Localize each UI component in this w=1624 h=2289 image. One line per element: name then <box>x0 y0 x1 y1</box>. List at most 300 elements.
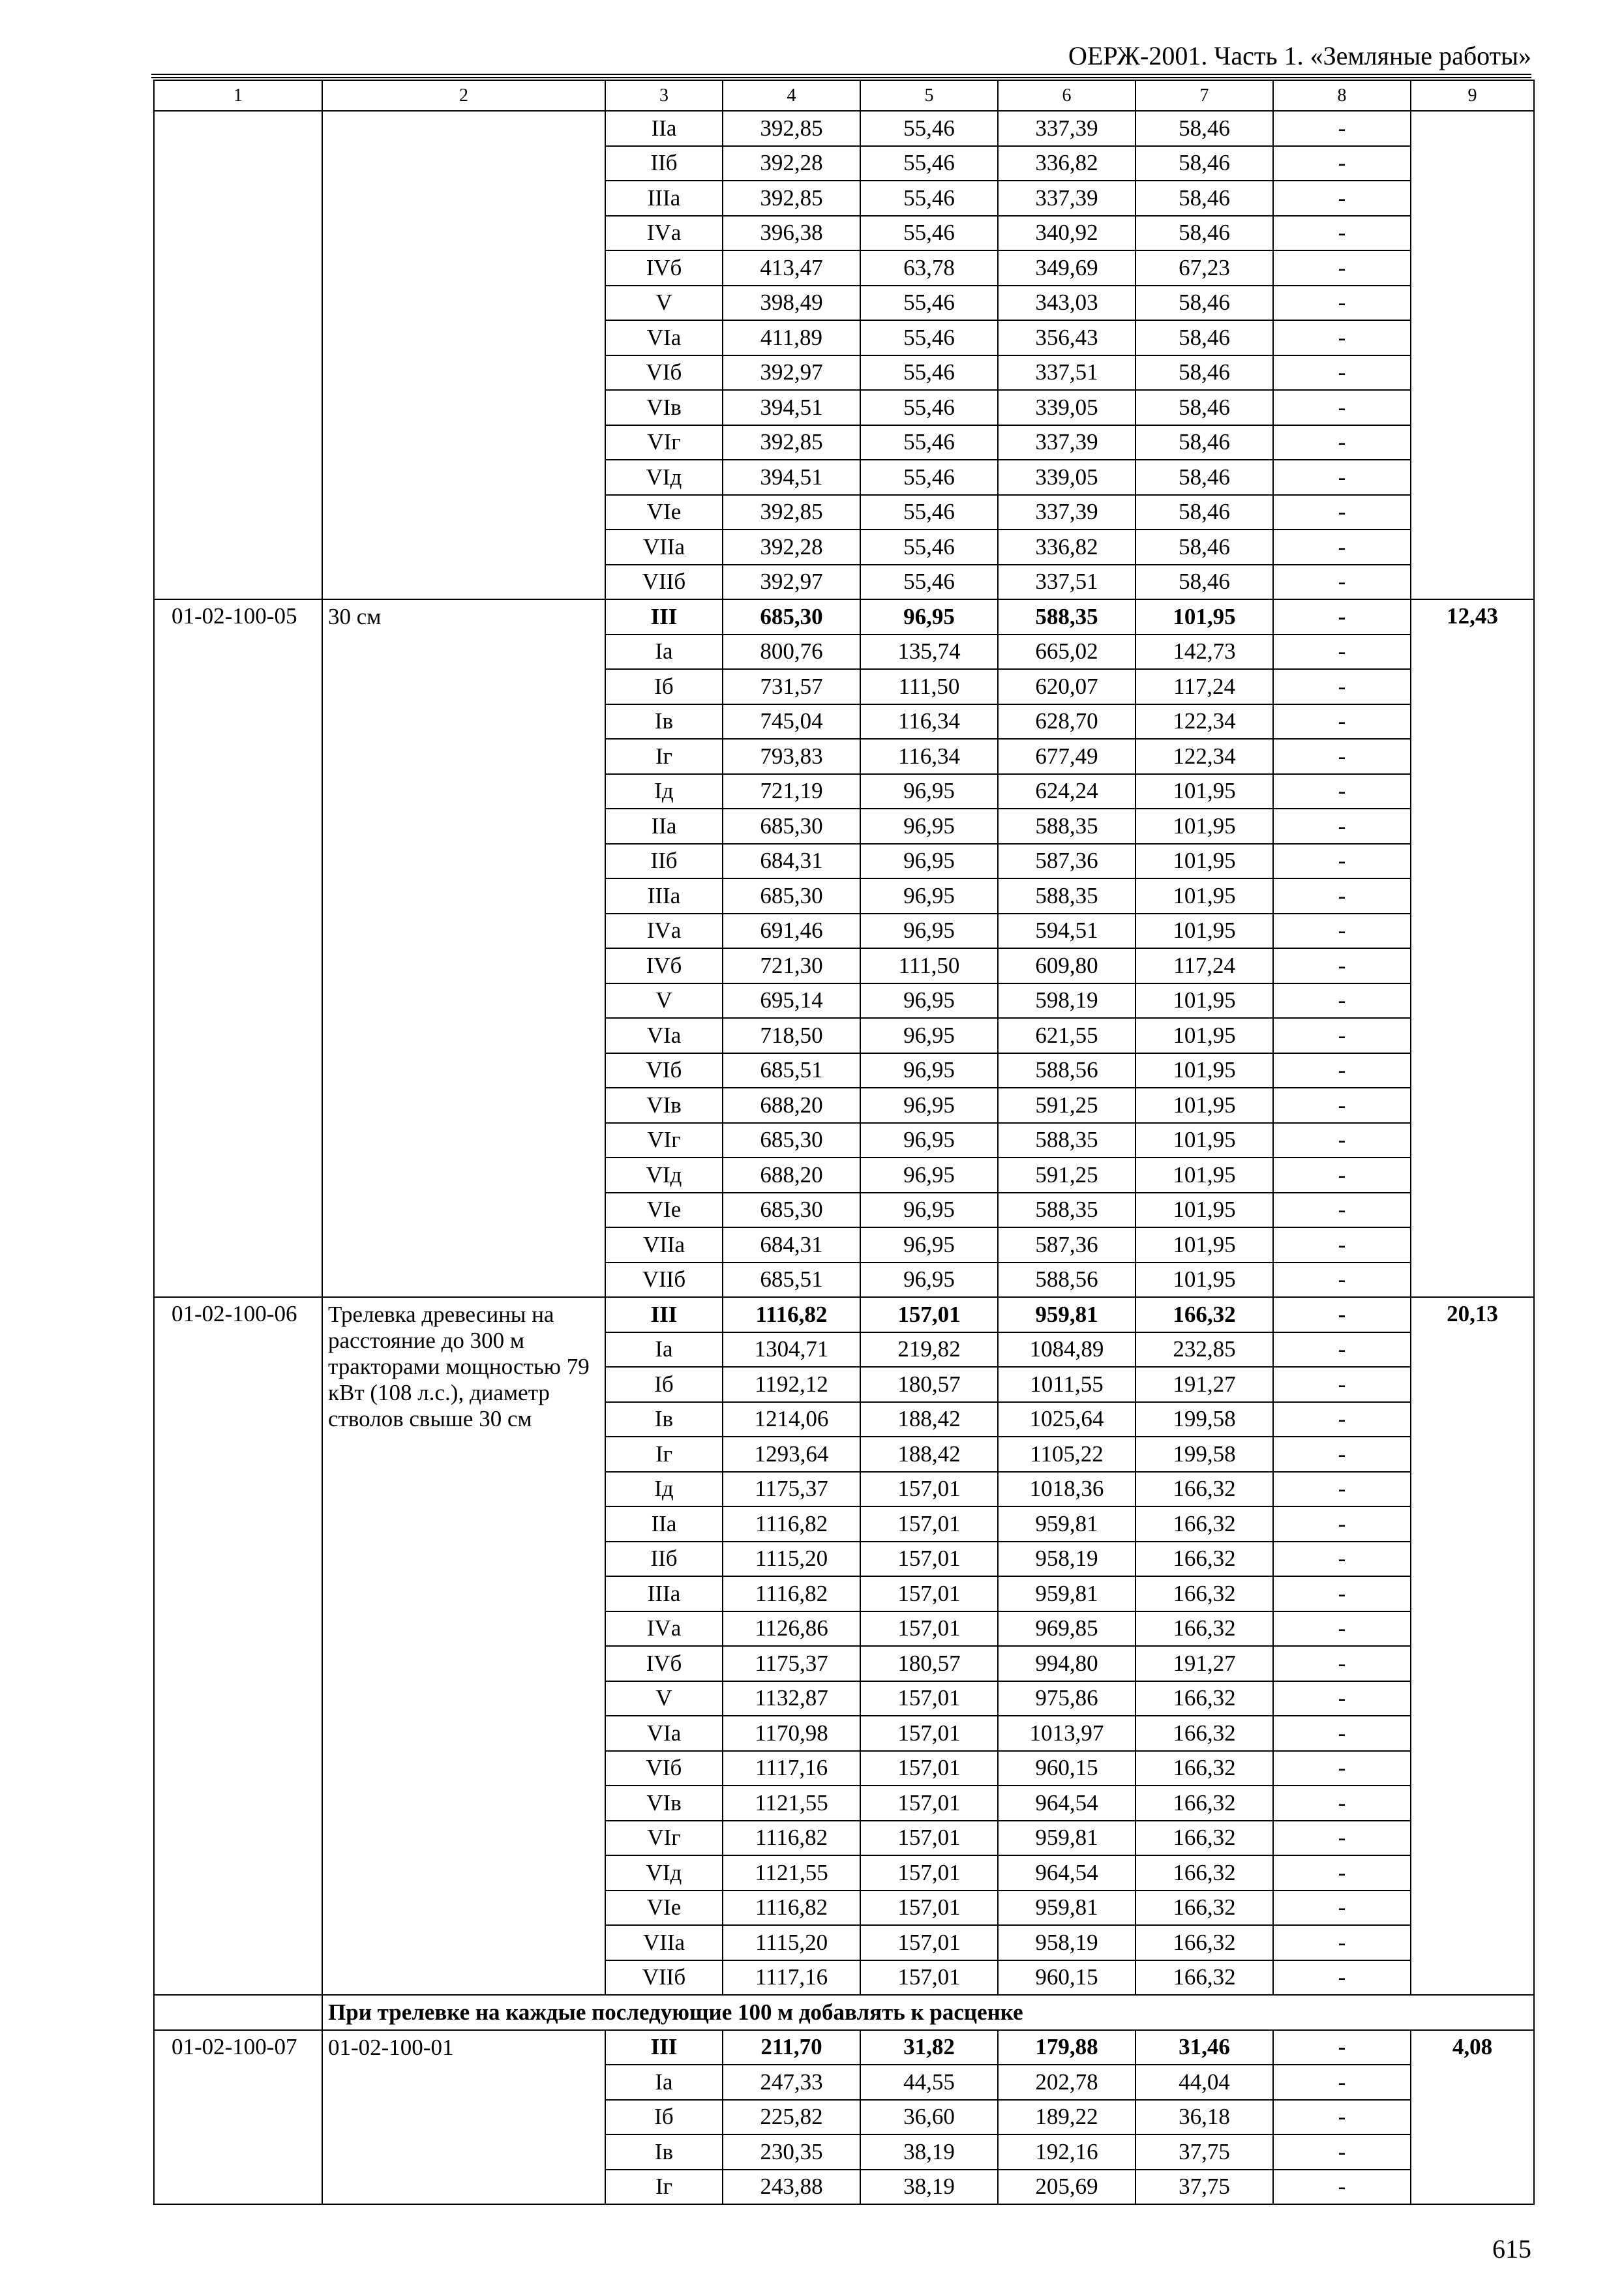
rate-code: 01-02-100-05 <box>154 599 322 1297</box>
machine-cost: 591,25 <box>998 1158 1135 1193</box>
total-cost: 1121,55 <box>723 1786 860 1821</box>
zone-code: III <box>605 1297 723 1332</box>
machinist-wage: 37,75 <box>1135 2134 1273 2170</box>
materials-cost: - <box>1273 1123 1411 1158</box>
materials-cost: - <box>1273 2134 1411 2170</box>
machine-cost: 964,54 <box>998 1786 1135 1821</box>
zone-code: IIб <box>605 844 723 879</box>
machine-cost: 959,81 <box>998 1297 1135 1332</box>
wage-cost: 157,01 <box>860 1611 998 1647</box>
wage-cost: 55,46 <box>860 460 998 495</box>
wage-cost: 55,46 <box>860 181 998 216</box>
note-text: При трелевке на каждые последующие 100 м добавлять к расценке <box>322 1995 1534 2030</box>
machinist-wage: 101,95 <box>1135 1158 1273 1193</box>
total-cost: 413,47 <box>723 250 860 286</box>
machine-cost: 337,39 <box>998 425 1135 460</box>
materials-cost: - <box>1273 390 1411 425</box>
materials-cost: - <box>1273 146 1411 181</box>
machinist-wage: 166,32 <box>1135 1472 1273 1507</box>
zone-code: VIд <box>605 1158 723 1193</box>
materials-cost: - <box>1273 739 1411 774</box>
zone-code: III <box>605 599 723 635</box>
total-cost: 721,30 <box>723 948 860 983</box>
machine-cost: 179,88 <box>998 2030 1135 2065</box>
wage-cost: 55,46 <box>860 111 998 146</box>
zone-code: Iб <box>605 1367 723 1402</box>
zone-code: Iб <box>605 2100 723 2135</box>
zone-code: Iб <box>605 669 723 704</box>
machinist-wage: 58,46 <box>1135 530 1273 565</box>
wage-cost: 96,95 <box>860 1193 998 1228</box>
zone-code: VIв <box>605 1786 723 1821</box>
machine-cost: 621,55 <box>998 1018 1135 1053</box>
total-cost: 721,19 <box>723 774 860 809</box>
materials-cost: - <box>1273 1855 1411 1891</box>
machine-cost: 958,19 <box>998 1925 1135 1960</box>
materials-cost: - <box>1273 1751 1411 1786</box>
total-cost: 394,51 <box>723 390 860 425</box>
machine-cost: 588,56 <box>998 1053 1135 1088</box>
materials-cost: - <box>1273 1506 1411 1542</box>
materials-cost: - <box>1273 250 1411 286</box>
total-cost: 392,97 <box>723 565 860 600</box>
materials-cost: - <box>1273 809 1411 844</box>
materials-cost: - <box>1273 320 1411 355</box>
work-description: 30 см <box>322 599 605 1297</box>
column-number: 1 <box>154 80 322 111</box>
wage-cost: 157,01 <box>860 1821 998 1856</box>
machinist-wage: 58,46 <box>1135 565 1273 600</box>
zone-code: V <box>605 1681 723 1716</box>
wage-cost: 96,95 <box>860 1053 998 1088</box>
machine-cost: 588,35 <box>998 878 1135 914</box>
machine-cost: 591,25 <box>998 1088 1135 1123</box>
materials-cost: - <box>1273 1646 1411 1681</box>
machine-cost: 960,15 <box>998 1960 1135 1996</box>
zone-code: VIа <box>605 320 723 355</box>
machinist-wage: 166,32 <box>1135 1855 1273 1891</box>
total-cost: 1116,82 <box>723 1576 860 1611</box>
total-cost: 1116,82 <box>723 1506 860 1542</box>
zone-code: IVб <box>605 250 723 286</box>
zone-code: VIIб <box>605 565 723 600</box>
zone-code: VIIа <box>605 1227 723 1263</box>
materials-cost: - <box>1273 530 1411 565</box>
machine-cost: 337,39 <box>998 495 1135 530</box>
machine-cost: 337,39 <box>998 181 1135 216</box>
machinist-wage: 58,46 <box>1135 460 1273 495</box>
wage-cost: 55,46 <box>860 425 998 460</box>
wage-cost: 55,46 <box>860 216 998 251</box>
machinist-wage: 101,95 <box>1135 809 1273 844</box>
note-empty-cell <box>154 1995 322 2030</box>
machine-cost: 588,35 <box>998 809 1135 844</box>
machine-cost: 628,70 <box>998 704 1135 740</box>
machine-cost: 994,80 <box>998 1646 1135 1681</box>
materials-cost: - <box>1273 948 1411 983</box>
machine-cost: 205,69 <box>998 2170 1135 2205</box>
machine-cost: 959,81 <box>998 1821 1135 1856</box>
wage-cost: 96,95 <box>860 1227 998 1263</box>
wage-cost: 157,01 <box>860 1855 998 1891</box>
wage-cost: 55,46 <box>860 286 998 321</box>
wage-cost: 157,01 <box>860 1925 998 1960</box>
materials-cost: - <box>1273 599 1411 635</box>
zone-code: Iа <box>605 2065 723 2100</box>
wage-cost: 96,95 <box>860 1088 998 1123</box>
machinist-wage: 58,46 <box>1135 495 1273 530</box>
total-cost: 688,20 <box>723 1158 860 1193</box>
zone-code: Iд <box>605 1472 723 1507</box>
machinist-wage: 37,75 <box>1135 2170 1273 2205</box>
total-cost: 685,30 <box>723 878 860 914</box>
wage-cost: 38,19 <box>860 2170 998 2205</box>
wage-cost: 116,34 <box>860 704 998 740</box>
machine-cost: 588,35 <box>998 1123 1135 1158</box>
machine-cost: 959,81 <box>998 1506 1135 1542</box>
wage-cost: 96,95 <box>860 914 998 949</box>
machinist-wage: 199,58 <box>1135 1402 1273 1437</box>
machine-cost: 960,15 <box>998 1751 1135 1786</box>
machine-cost: 349,69 <box>998 250 1135 286</box>
machine-cost: 336,82 <box>998 530 1135 565</box>
wage-cost: 111,50 <box>860 669 998 704</box>
materials-cost: - <box>1273 635 1411 670</box>
zone-code: IVб <box>605 1646 723 1681</box>
column-number: 3 <box>605 80 723 111</box>
total-cost: 695,14 <box>723 983 860 1019</box>
total-cost: 1170,98 <box>723 1716 860 1751</box>
zone-code: V <box>605 286 723 321</box>
materials-cost: - <box>1273 983 1411 1019</box>
zone-code: VIIб <box>605 1263 723 1298</box>
machine-cost: 1013,97 <box>998 1716 1135 1751</box>
wage-cost: 219,82 <box>860 1332 998 1368</box>
wage-cost: 157,01 <box>860 1472 998 1507</box>
machinist-wage: 166,32 <box>1135 1786 1273 1821</box>
total-cost: 685,30 <box>723 1123 860 1158</box>
materials-cost: - <box>1273 1437 1411 1472</box>
machine-cost: 598,19 <box>998 983 1135 1019</box>
total-cost: 392,85 <box>723 425 860 460</box>
rate-code: 01-02-100-06 <box>154 1297 322 1995</box>
materials-cost: - <box>1273 1158 1411 1193</box>
work-description <box>322 111 605 599</box>
total-cost: 1192,12 <box>723 1367 860 1402</box>
zone-code: VIв <box>605 390 723 425</box>
materials-cost: - <box>1273 1193 1411 1228</box>
machinist-wage: 166,32 <box>1135 1925 1273 1960</box>
table-row <box>154 2030 1534 2065</box>
materials-cost: - <box>1273 1821 1411 1856</box>
wage-cost: 96,95 <box>860 878 998 914</box>
machine-cost: 959,81 <box>998 1891 1135 1926</box>
total-cost: 392,85 <box>723 495 860 530</box>
materials-cost: - <box>1273 2170 1411 2205</box>
zone-code: Iв <box>605 1402 723 1437</box>
machinist-wage: 58,46 <box>1135 425 1273 460</box>
total-cost: 793,83 <box>723 739 860 774</box>
wage-cost: 38,19 <box>860 2134 998 2170</box>
column-number: 7 <box>1135 80 1273 111</box>
zone-code: VIг <box>605 425 723 460</box>
machine-cost: 588,56 <box>998 1263 1135 1298</box>
machinist-wage: 36,18 <box>1135 2100 1273 2135</box>
materials-cost: - <box>1273 216 1411 251</box>
machinist-wage: 58,46 <box>1135 355 1273 391</box>
wage-cost: 55,46 <box>860 565 998 600</box>
total-cost: 1304,71 <box>723 1332 860 1368</box>
machinist-wage: 67,23 <box>1135 250 1273 286</box>
total-cost: 392,97 <box>723 355 860 391</box>
wage-cost: 157,01 <box>860 1297 998 1332</box>
wage-cost: 36,60 <box>860 2100 998 2135</box>
machine-cost: 340,92 <box>998 216 1135 251</box>
zone-code: VIIб <box>605 1960 723 1996</box>
wage-cost: 135,74 <box>860 635 998 670</box>
total-cost: 685,30 <box>723 809 860 844</box>
table-row <box>154 111 1534 146</box>
wage-cost: 55,46 <box>860 320 998 355</box>
machinist-wage: 101,95 <box>1135 599 1273 635</box>
rate-code <box>154 111 322 599</box>
work-description: Трелевка древесины на расстояние до 300 м тракторами мощностью 79 кВт (108 л.с.), диаметр стволов свыше 30 см <box>322 1297 605 1995</box>
page-number: 615 <box>1492 2234 1531 2264</box>
machinist-wage: 101,95 <box>1135 1263 1273 1298</box>
machinist-wage: 101,95 <box>1135 1193 1273 1228</box>
machine-cost: 337,51 <box>998 565 1135 600</box>
materials-cost: - <box>1273 1053 1411 1088</box>
machinist-wage: 101,95 <box>1135 774 1273 809</box>
zone-code: III <box>605 2030 723 2065</box>
zone-code: IIб <box>605 1542 723 1577</box>
machine-cost: 959,81 <box>998 1576 1135 1611</box>
wage-cost: 55,46 <box>860 495 998 530</box>
materials-cost: - <box>1273 2065 1411 2100</box>
column-number: 5 <box>860 80 998 111</box>
wage-cost: 55,46 <box>860 530 998 565</box>
machine-cost: 609,80 <box>998 948 1135 983</box>
total-cost: 394,51 <box>723 460 860 495</box>
machine-cost: 1025,64 <box>998 1402 1135 1437</box>
total-cost: 1117,16 <box>723 1751 860 1786</box>
total-cost: 1132,87 <box>723 1681 860 1716</box>
work-description: 01-02-100-01 <box>322 2030 605 2205</box>
wage-cost: 96,95 <box>860 1123 998 1158</box>
materials-cost: - <box>1273 669 1411 704</box>
wage-cost: 63,78 <box>860 250 998 286</box>
total-cost: 718,50 <box>723 1018 860 1053</box>
machinist-wage: 166,32 <box>1135 1960 1273 1996</box>
note-row <box>154 1995 1534 2030</box>
materials-cost: - <box>1273 1088 1411 1123</box>
machinist-wage: 122,34 <box>1135 739 1273 774</box>
zone-code: IIа <box>605 809 723 844</box>
header-rule-bottom <box>151 77 1531 78</box>
column-number: 9 <box>1411 80 1534 111</box>
machine-cost: 1011,55 <box>998 1367 1135 1402</box>
total-cost: 685,51 <box>723 1263 860 1298</box>
zone-code: Iа <box>605 1332 723 1368</box>
zone-code: VIг <box>605 1123 723 1158</box>
materials-cost: - <box>1273 1611 1411 1647</box>
total-cost: 392,85 <box>723 181 860 216</box>
machine-cost: 587,36 <box>998 844 1135 879</box>
zone-code: IIIа <box>605 878 723 914</box>
machinist-wage: 166,32 <box>1135 1506 1273 1542</box>
labor-cost: 20,13 <box>1411 1297 1534 1995</box>
zone-code: VIб <box>605 1751 723 1786</box>
wage-cost: 157,01 <box>860 1542 998 1577</box>
total-cost: 1126,86 <box>723 1611 860 1647</box>
zone-code: Iв <box>605 2134 723 2170</box>
materials-cost: - <box>1273 1332 1411 1368</box>
zone-code: VIв <box>605 1088 723 1123</box>
wage-cost: 96,95 <box>860 983 998 1019</box>
wage-cost: 157,01 <box>860 1751 998 1786</box>
machinist-wage: 58,46 <box>1135 216 1273 251</box>
wage-cost: 157,01 <box>860 1786 998 1821</box>
machinist-wage: 101,95 <box>1135 1123 1273 1158</box>
machinist-wage: 58,46 <box>1135 146 1273 181</box>
wage-cost: 96,95 <box>860 844 998 879</box>
wage-cost: 55,46 <box>860 146 998 181</box>
total-cost: 392,85 <box>723 111 860 146</box>
column-number-row <box>154 80 1534 111</box>
machine-cost: 189,22 <box>998 2100 1135 2135</box>
machine-cost: 588,35 <box>998 1193 1135 1228</box>
materials-cost: - <box>1273 111 1411 146</box>
wage-cost: 55,46 <box>860 390 998 425</box>
machinist-wage: 58,46 <box>1135 181 1273 216</box>
machine-cost: 336,82 <box>998 146 1135 181</box>
wage-cost: 96,95 <box>860 1018 998 1053</box>
materials-cost: - <box>1273 1367 1411 1402</box>
wage-cost: 116,34 <box>860 739 998 774</box>
table-row <box>154 1297 1534 1332</box>
total-cost: 392,28 <box>723 530 860 565</box>
materials-cost: - <box>1273 1402 1411 1437</box>
column-number: 2 <box>322 80 605 111</box>
materials-cost: - <box>1273 495 1411 530</box>
header-rule-top <box>151 74 1531 75</box>
machine-cost: 975,86 <box>998 1681 1135 1716</box>
machinist-wage: 199,58 <box>1135 1437 1273 1472</box>
wage-cost: 111,50 <box>860 948 998 983</box>
zone-code: IVа <box>605 914 723 949</box>
machine-cost: 665,02 <box>998 635 1135 670</box>
machine-cost: 624,24 <box>998 774 1135 809</box>
wage-cost: 188,42 <box>860 1437 998 1472</box>
zone-code: IIа <box>605 1506 723 1542</box>
total-cost: 1115,20 <box>723 1925 860 1960</box>
machinist-wage: 142,73 <box>1135 635 1273 670</box>
total-cost: 1116,82 <box>723 1891 860 1926</box>
machinist-wage: 166,32 <box>1135 1611 1273 1647</box>
rate-code: 01-02-100-07 <box>154 2030 322 2205</box>
zone-code: VIIа <box>605 530 723 565</box>
materials-cost: - <box>1273 1227 1411 1263</box>
wage-cost: 96,95 <box>860 1263 998 1298</box>
machine-cost: 964,54 <box>998 1855 1135 1891</box>
machinist-wage: 166,32 <box>1135 1576 1273 1611</box>
wage-cost: 96,95 <box>860 1158 998 1193</box>
wage-cost: 157,01 <box>860 1576 998 1611</box>
machinist-wage: 166,32 <box>1135 1751 1273 1786</box>
machine-cost: 192,16 <box>998 2134 1135 2170</box>
machine-cost: 343,03 <box>998 286 1135 321</box>
machinist-wage: 191,27 <box>1135 1646 1273 1681</box>
machine-cost: 677,49 <box>998 739 1135 774</box>
machinist-wage: 101,95 <box>1135 914 1273 949</box>
machinist-wage: 101,95 <box>1135 1018 1273 1053</box>
machine-cost: 1084,89 <box>998 1332 1135 1368</box>
total-cost: 247,33 <box>723 2065 860 2100</box>
total-cost: 684,31 <box>723 844 860 879</box>
materials-cost: - <box>1273 460 1411 495</box>
column-number: 4 <box>723 80 860 111</box>
zone-code: VIб <box>605 1053 723 1088</box>
machinist-wage: 101,95 <box>1135 844 1273 879</box>
wage-cost: 157,01 <box>860 1716 998 1751</box>
zone-code: VIе <box>605 1891 723 1926</box>
materials-cost: - <box>1273 1576 1411 1611</box>
machine-cost: 339,05 <box>998 460 1135 495</box>
wage-cost: 44,55 <box>860 2065 998 2100</box>
machinist-wage: 166,32 <box>1135 1297 1273 1332</box>
total-cost: 1116,82 <box>723 1297 860 1332</box>
total-cost: 1175,37 <box>723 1472 860 1507</box>
machine-cost: 594,51 <box>998 914 1135 949</box>
total-cost: 1293,64 <box>723 1437 860 1472</box>
zone-code: VIе <box>605 495 723 530</box>
machine-cost: 958,19 <box>998 1542 1135 1577</box>
wage-cost: 157,01 <box>860 1891 998 1926</box>
zone-code: VIг <box>605 1821 723 1856</box>
total-cost: 685,30 <box>723 599 860 635</box>
zone-code: IIб <box>605 146 723 181</box>
total-cost: 685,51 <box>723 1053 860 1088</box>
zone-code: IVа <box>605 1611 723 1647</box>
machinist-wage: 101,95 <box>1135 983 1273 1019</box>
total-cost: 1117,16 <box>723 1960 860 1996</box>
page-header-title: ОЕРЖ-2001. Часть 1. «Земляные работы» <box>1068 41 1531 70</box>
zone-code: Iг <box>605 1437 723 1472</box>
materials-cost: - <box>1273 2030 1411 2065</box>
total-cost: 1121,55 <box>723 1855 860 1891</box>
wage-cost: 180,57 <box>860 1646 998 1681</box>
materials-cost: - <box>1273 2100 1411 2135</box>
total-cost: 1116,82 <box>723 1821 860 1856</box>
total-cost: 800,76 <box>723 635 860 670</box>
materials-cost: - <box>1273 1891 1411 1926</box>
machine-cost: 588,35 <box>998 599 1135 635</box>
total-cost: 211,70 <box>723 2030 860 2065</box>
machinist-wage: 101,95 <box>1135 1227 1273 1263</box>
wage-cost: 157,01 <box>860 1960 998 1996</box>
wage-cost: 96,95 <box>860 809 998 844</box>
machine-cost: 587,36 <box>998 1227 1135 1263</box>
wage-cost: 188,42 <box>860 1402 998 1437</box>
materials-cost: - <box>1273 565 1411 600</box>
table-row <box>154 599 1534 635</box>
machinist-wage: 101,95 <box>1135 878 1273 914</box>
machinist-wage: 117,24 <box>1135 669 1273 704</box>
machinist-wage: 58,46 <box>1135 111 1273 146</box>
materials-cost: - <box>1273 1786 1411 1821</box>
machinist-wage: 191,27 <box>1135 1367 1273 1402</box>
machine-cost: 1018,36 <box>998 1472 1135 1507</box>
